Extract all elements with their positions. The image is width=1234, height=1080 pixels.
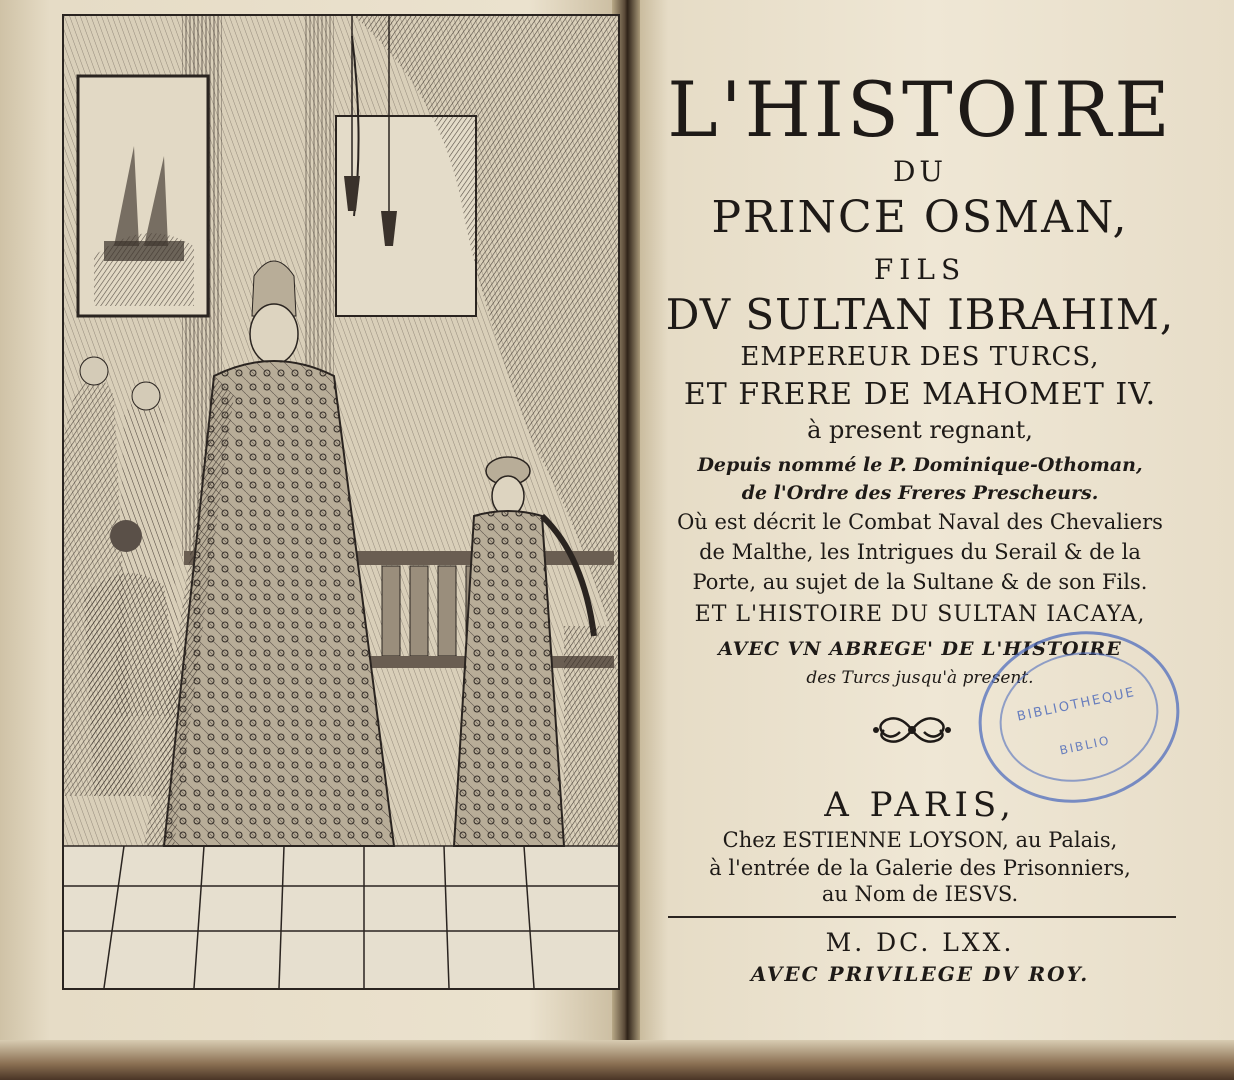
library-stamp-text: BIBLIOTHEQUE	[1015, 684, 1138, 725]
imprint-city: A PARIS,	[824, 785, 1016, 825]
imprint-date: M. DC. LXX.	[825, 928, 1015, 957]
title-sultan: DV SULTAN IBRAHIM,	[665, 290, 1175, 339]
imprint-sign: au Nom de IESVS.	[821, 882, 1019, 906]
title-prince: PRINCE OSMAN,	[711, 192, 1129, 243]
subtitle-abrege: AVEC VN ABREGE' DE L'HISTOIRE	[718, 638, 1122, 660]
printers-ornament-icon	[872, 710, 952, 750]
subtitle-depuis: Depuis nommé le P. Dominique-Othoman,	[697, 454, 1143, 476]
engraving-illustration	[64, 16, 618, 988]
imprint-address: à l'entrée de la Galerie des Prisonniers,	[709, 856, 1131, 880]
library-stamp-text-2: BIBLIO	[1058, 733, 1112, 758]
subtitle-turcs: des Turcs jusqu'à present.	[806, 668, 1034, 688]
title-fils: FILS	[873, 253, 967, 286]
imprint-privilege: AVEC PRIVILEGE DV ROY.	[750, 962, 1090, 986]
imprint-publisher: Chez ESTIENNE LOYSON, au Palais,	[722, 828, 1118, 852]
title-empereur: EMPEREUR DES TURCS,	[740, 342, 1100, 372]
title-present: à present regnant,	[807, 416, 1033, 444]
frontispiece-engraving	[62, 14, 620, 990]
imprint-rule	[668, 916, 1176, 918]
title-du: DU	[892, 155, 948, 188]
description-line-2: de Malthe, les Intrigues du Serail & de la	[699, 540, 1141, 564]
subtitle-ordre: de l'Ordre des Freres Prescheurs.	[741, 482, 1099, 504]
main-title: L'HISTOIRE	[667, 65, 1173, 154]
description-line-3: Porte, au sujet de la Sultane & de son Fils.	[692, 570, 1148, 594]
page-edge	[0, 1040, 1234, 1080]
title-frere: ET FRERE DE MAHOMET IV.	[683, 377, 1157, 412]
subtitle-iacaya: ET L'HISTOIRE DU SULTAN IACAYA,	[694, 602, 1146, 627]
description-line-1: Où est décrit le Combat Naval des Chevaliers	[677, 510, 1163, 534]
